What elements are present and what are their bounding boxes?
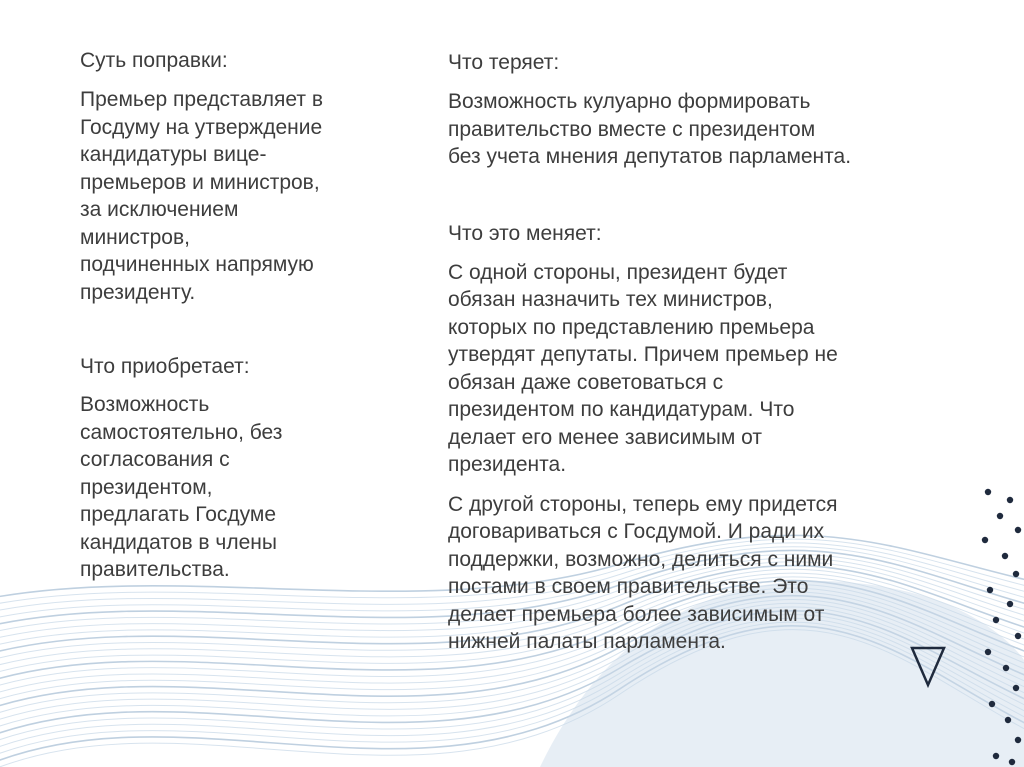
decor-dot — [997, 513, 1003, 519]
decor-dot — [1007, 497, 1013, 503]
decor-dot — [1015, 737, 1021, 743]
decor-dot — [993, 753, 999, 759]
decor-dot — [1003, 665, 1009, 671]
left-column — [80, 44, 410, 584]
changes-heading: Что это меняет: — [448, 221, 602, 245]
decor-dot — [1002, 553, 1008, 559]
decor-dot — [1007, 601, 1013, 607]
decor-dot — [1009, 759, 1015, 765]
decor-dot — [989, 701, 995, 707]
loses-text: Возможность кулуарно формировать правительство вместе с президентом без учета мнения депутатов парламента. — [448, 90, 852, 168]
gains-text: Возможность самостоятельно, без согласования с президентом, предлагать Госдуме кандидатов в члены правительства. — [80, 393, 283, 581]
decor-dot — [1015, 633, 1021, 639]
gains-heading: Что приобретает: — [80, 355, 250, 378]
changes-text-1: С одной стороны, президент будет обязан назначить тех министров, которых по представлению премьера утвердят депутаты. Причем премьер не обязан даже советоваться с президентом по кандидатурам. Что делает его менее зависимым от президента. — [448, 260, 838, 476]
decor-dot — [993, 617, 999, 623]
decor-dot — [1013, 685, 1019, 691]
decor-dot — [1005, 717, 1011, 723]
loses-heading: Что теряет: — [448, 51, 560, 74]
decor-dot — [1015, 527, 1021, 533]
essence-heading: Суть поправки: — [80, 49, 228, 72]
right-column — [448, 46, 988, 656]
decor-dot — [1013, 571, 1019, 577]
changes-text-2: С другой стороны, теперь ему придется договариваться с Госдумой. И ради их поддержки, возможно, делиться с ними постами в своем правительстве. Это делает премьера более зависимым от нижней палаты парламента. — [448, 492, 838, 653]
essence-text: Премьер представляет в Госдуму на утверждение кандидатуры вице- премьеров и министров, за исключением министров, подчиненных напрямую президенту. — [80, 88, 323, 304]
